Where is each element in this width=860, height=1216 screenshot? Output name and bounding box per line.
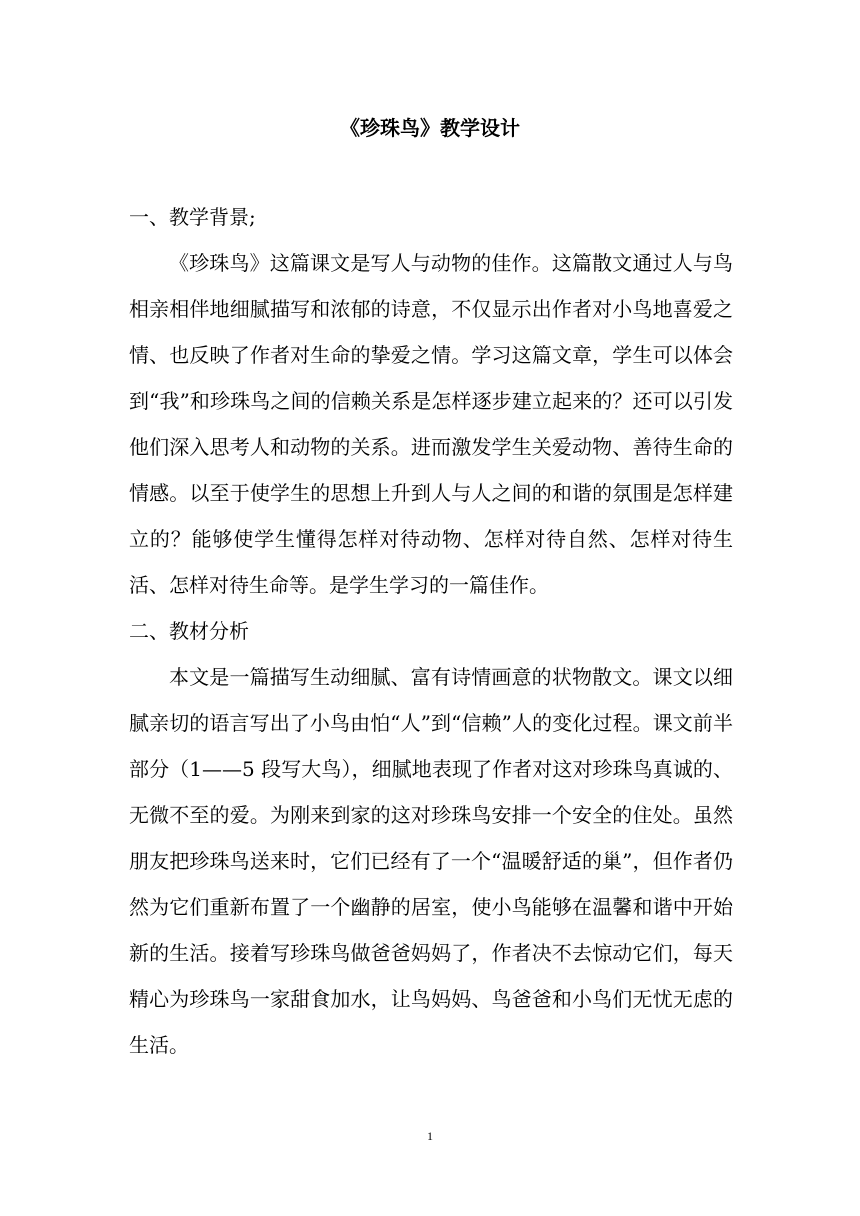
document-body (129, 194, 733, 1068)
section-heading: 二、教材分析 (129, 619, 249, 643)
section-heading: 一、教学背景; (129, 205, 256, 229)
page-number: 1 (427, 1129, 433, 1143)
section-paragraph: 《珍珠鸟》这篇课文是写人与动物的佳作。这篇散文通过人与鸟相亲相伴地细腻描写和浓郁的诗意，不仅显示出作者对小鸟地喜爱之情、也反映了作者对生命的挚爱之情。学习这篇文章，学生可以体会到“我”和珍珠鸟之间的信赖关系是怎样逐步建立起来的？还可以引发他们深入思考人和动物的关系。进而激发学生关爱动物、善待生命的情感。以至于使学生的思想上升到人与人之间的和谐的氛围是怎样建立的？能够使学生懂得怎样对待动物、怎样对待自然、怎样对待生活、怎样对待生命等。是学生学习的一篇佳作。 (129, 251, 733, 597)
section-teaching-background (129, 194, 733, 608)
document-title: 《珍珠鸟》教学设计 (340, 116, 520, 140)
section-paragraph: 本文是一篇描写生动细腻、富有诗情画意的状物散文。课文以细腻亲切的语言写出了小鸟由怕“人”到“信赖”人的变化过程。课文前半部分（1——5 段写大鸟），细腻地表现了作者对这对珍珠鸟真诚的、无微不至的爱。为刚来到家的这对珍珠鸟安排一个安全的住处。虽然朋友把珍珠鸟送来时，它们已经有了一个“温暖舒适的巢”，但作者仍然为它们重新布置了一个幽静的居室，使小鸟能够在温馨和谐中开始新的生活。接着写珍珠鸟做爸爸妈妈了，作者决不去惊动它们，每天精心为珍珠鸟一家甜食加水，让鸟妈妈、鸟爸爸和小鸟们无忧无虑的生活。 (129, 665, 733, 1057)
section-textbook-analysis (129, 608, 733, 1068)
